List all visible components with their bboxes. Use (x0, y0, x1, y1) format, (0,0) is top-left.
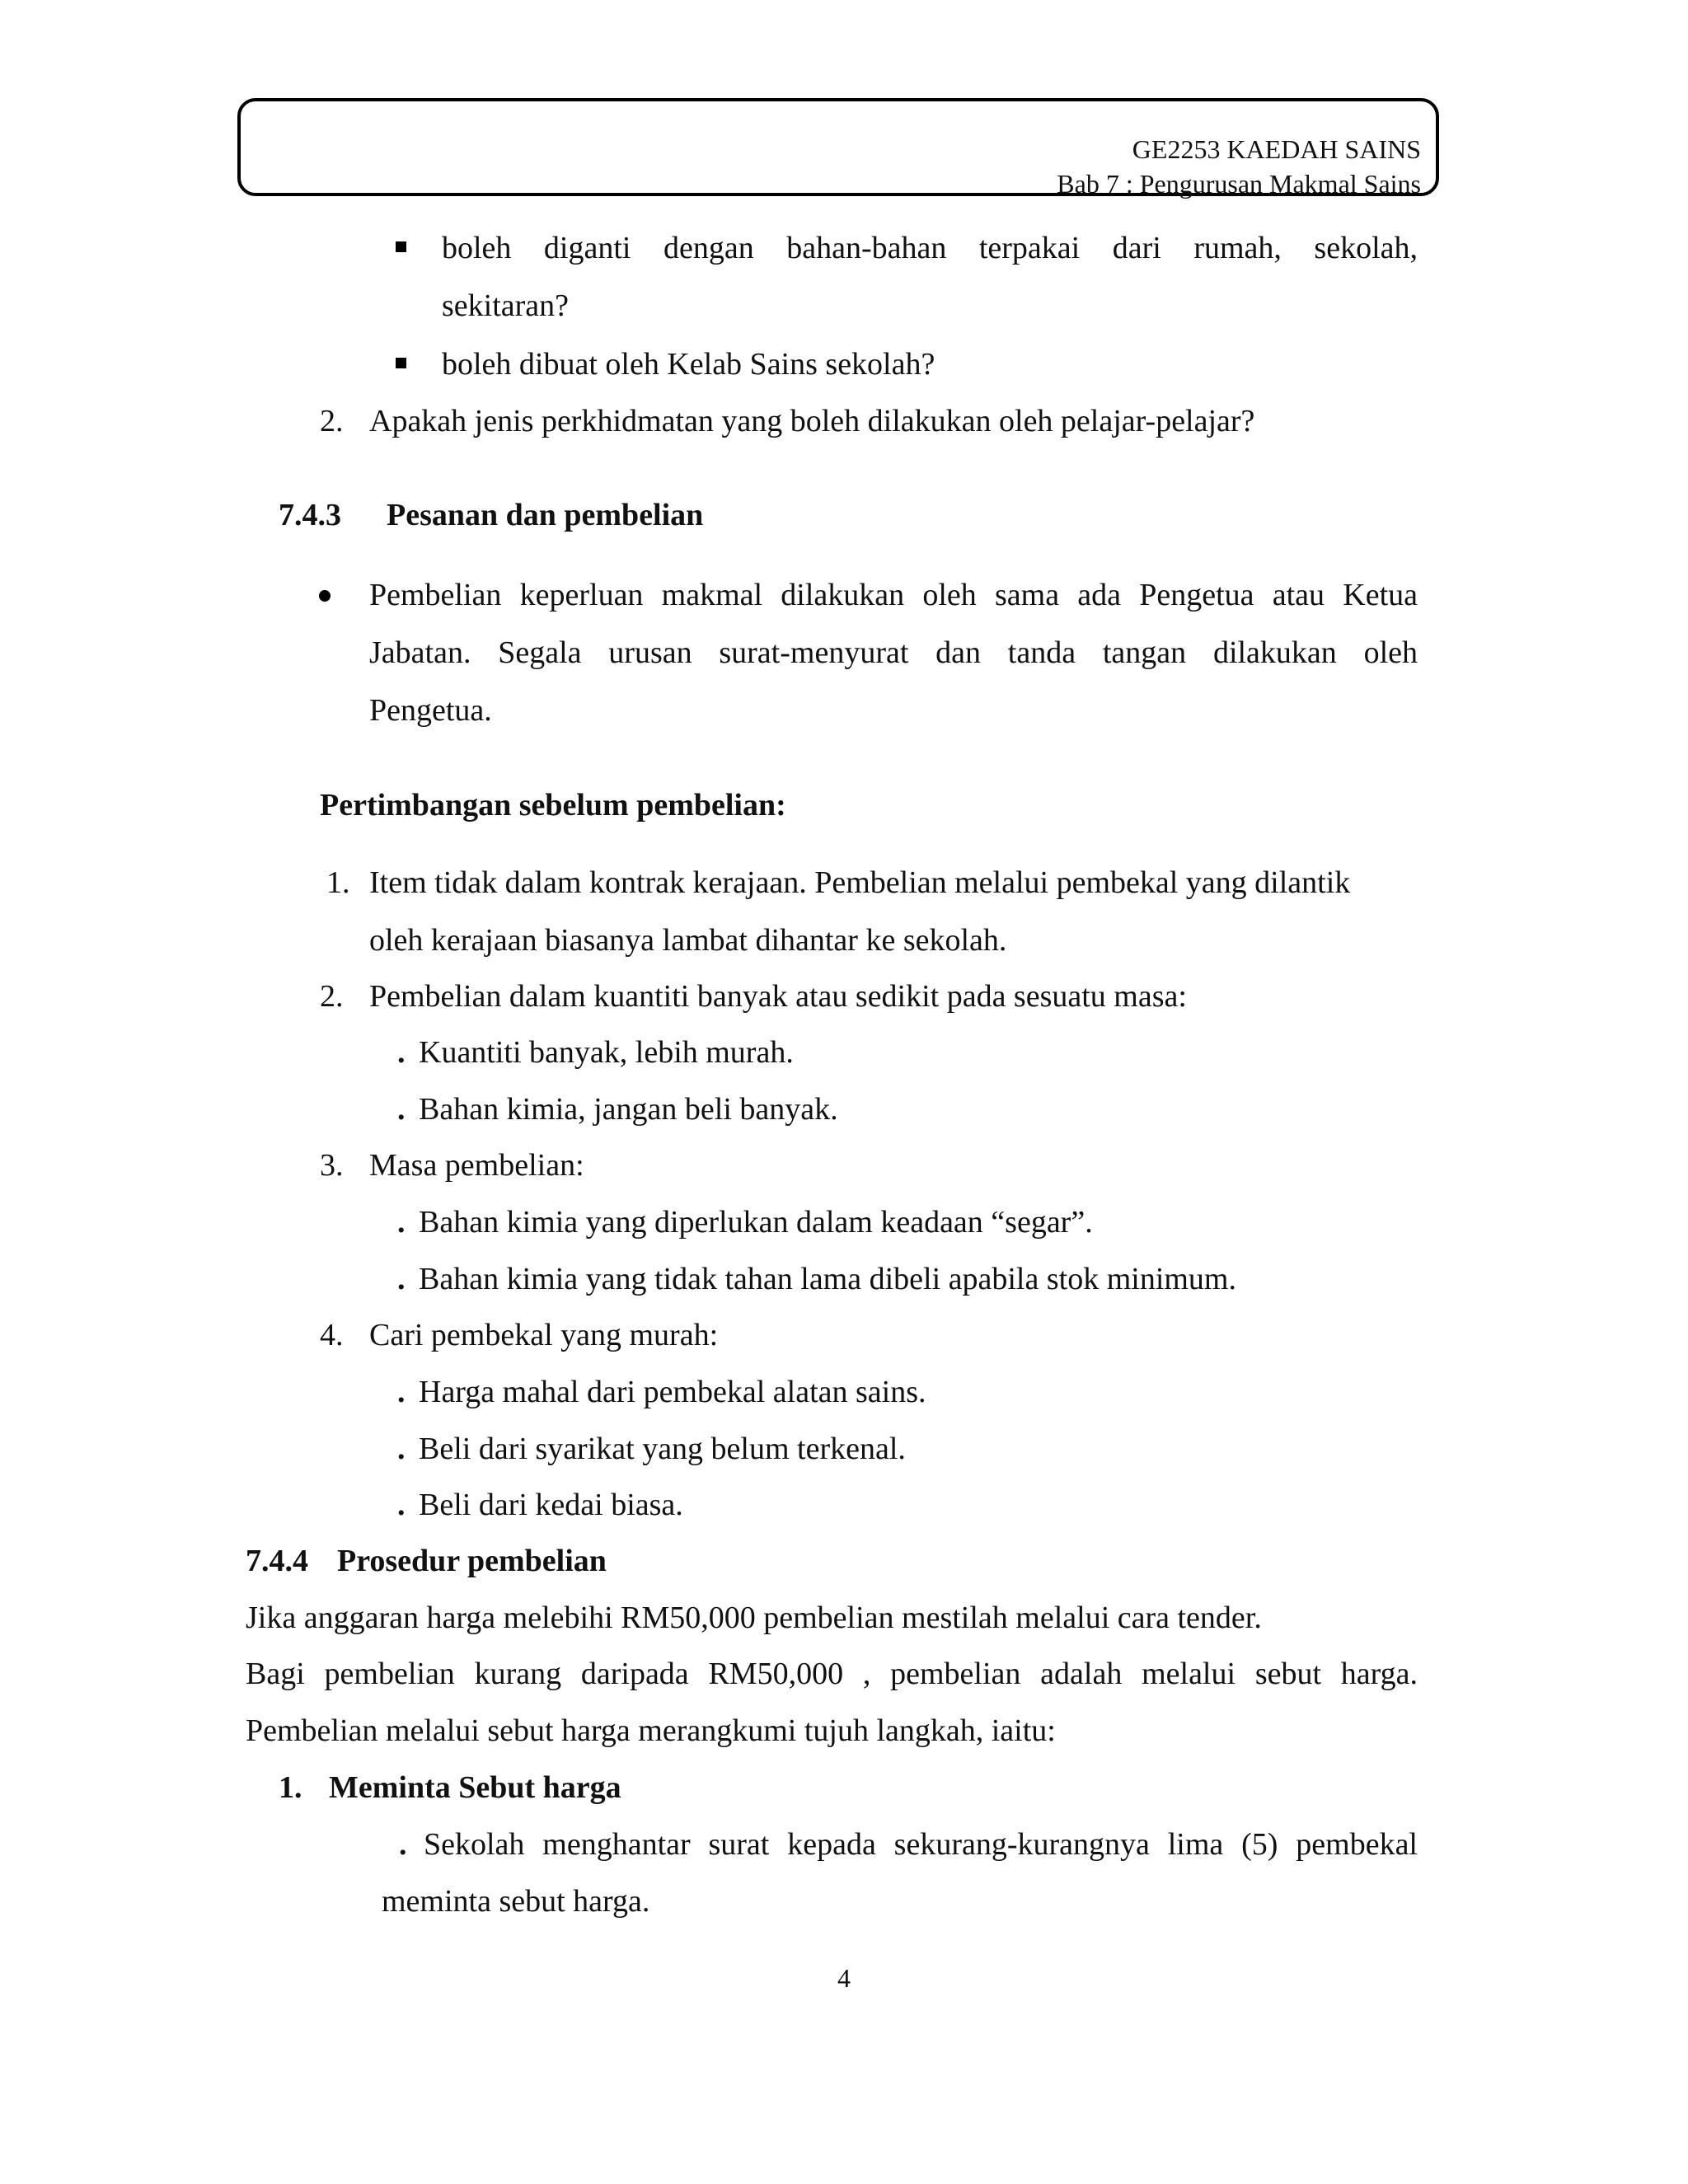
sub-bullet-mark: . (397, 1375, 406, 1409)
sub-item: Beli dari syarikat yang belum terkenal. (419, 1432, 906, 1466)
considerations-heading: Pertimbangan sebelum pembelian: (320, 788, 786, 823)
list-number: 2. (320, 979, 344, 1014)
list-item-text: Item tidak dalam kontrak kerajaan. Pembelian melalui pembekal yang dilantik (369, 865, 1351, 900)
bullet-1-line-1: boleh diganti dengan bahan-bahan terpakai dari rumah, sekolah, (442, 231, 1418, 265)
section-743-title: Pesanan dan pembelian (387, 498, 704, 532)
section-743-number: 7.4.3 (279, 498, 341, 532)
sub-bullet-mark: . (397, 1205, 406, 1240)
square-bullet-icon (396, 358, 406, 368)
purchase-line-1: Pembelian keperluan makmal dilakukan oleh sama ada Pengetua atau Ketua (369, 578, 1418, 612)
purchase-line-2: Jabatan. Segala urusan surat-menyurat dan tanda tangan dilakukan oleh (369, 635, 1418, 670)
sub-bullet-mark: . (397, 1092, 406, 1127)
sub-item: Kuantiti banyak, lebih murah. (419, 1035, 794, 1070)
list-item-text: Pembelian dalam kuantiti banyak atau sedikit pada sesuatu masa: (369, 979, 1187, 1014)
sub-item: Harga mahal dari pembekal alatan sains. (419, 1375, 926, 1409)
page-header (237, 98, 1439, 199)
chapter-title: Bab 7 : Pengurusan Makmal Sains (1057, 169, 1421, 199)
step-1-title: Meminta Sebut harga (329, 1770, 621, 1805)
section-744-number: 7.4.4 (246, 1544, 308, 1578)
step-1-number: 1. (279, 1770, 302, 1805)
step-1-line-2: meminta sebut harga. (382, 1884, 650, 1919)
step-1-line-1: Sekolah menghantar surat kepada sekurang-kurangnya lima (5) pembekal (424, 1827, 1418, 1862)
bullet-1-line-2: sekitaran? (442, 288, 570, 323)
list-item-text: Cari pembekal yang murah: (369, 1318, 719, 1352)
paragraph-quotation-line-1: Bagi pembelian kurang daripada RM50,000 , pembelian adalah melalui sebut harga. (246, 1657, 1418, 1691)
item-2-number: 2. (320, 404, 344, 438)
course-code: GE2253 KAEDAH SAINS (1132, 134, 1421, 164)
square-bullet-icon (396, 241, 406, 252)
bullet-dot-icon (319, 590, 331, 602)
list-item-text: Masa pembelian: (369, 1148, 584, 1183)
list-number: 3. (320, 1148, 344, 1183)
item-2-text: Apakah jenis perkhidmatan yang boleh dilakukan oleh pelajar-pelajar? (369, 404, 1255, 438)
sub-bullet-mark: . (397, 1488, 406, 1522)
sub-item: Bahan kimia yang diperlukan dalam keadaan “segar”. (419, 1205, 1093, 1240)
purchase-line-3: Pengetua. (369, 693, 492, 728)
sub-bullet-mark: . (397, 1432, 406, 1466)
bullet-2: boleh dibuat oleh Kelab Sains sekolah? (442, 347, 935, 382)
sub-item: Beli dari kedai biasa. (419, 1488, 683, 1522)
page-number: 4 (837, 1963, 851, 1993)
sub-bullet-mark: . (397, 1262, 406, 1296)
list-number: 4. (320, 1318, 344, 1352)
sub-item: Bahan kimia, jangan beli banyak. (419, 1092, 838, 1127)
list-number: 1. (326, 865, 350, 900)
list-item-text: oleh kerajaan biasanya lambat dihantar ke sekolah. (369, 923, 1007, 958)
paragraph-quotation-line-2: Pembelian melalui sebut harga merangkumi tujuh langkah, iaitu: (246, 1713, 1056, 1748)
sub-bullet-mark: . (397, 1035, 406, 1070)
sub-item: Bahan kimia yang tidak tahan lama dibeli apabila stok minimum. (419, 1262, 1236, 1296)
sub-bullet-mark: . (399, 1827, 407, 1862)
paragraph-tender: Jika anggaran harga melebihi RM50,000 pembelian mestilah melalui cara tender. (246, 1601, 1262, 1635)
section-744-title: Prosedur pembelian (337, 1544, 607, 1578)
